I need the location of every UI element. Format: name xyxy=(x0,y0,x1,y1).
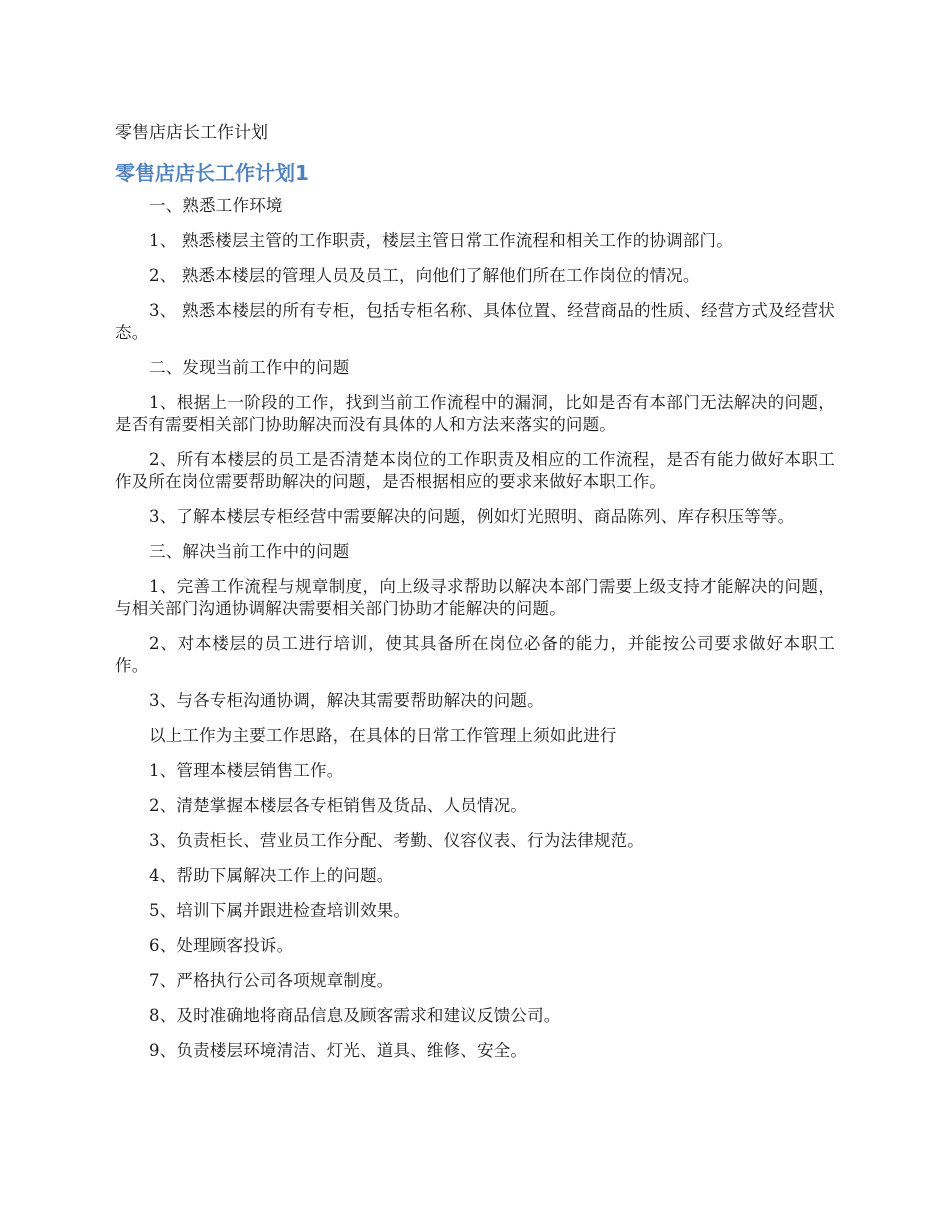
list-item: 5、培训下属并跟进检查培训效果。 xyxy=(149,901,411,920)
paragraph: 2、 熟悉本楼层的管理人员及员工，向他们了解他们所在工作岗位的情况。 xyxy=(149,266,700,285)
document-title: 零售店店长工作计划 xyxy=(115,123,268,143)
section-item-3: 三、解决当前工作中的问题 xyxy=(149,542,350,561)
list-item: 2、清楚掌握本楼层各专柜销售及货品、人员情况。 xyxy=(149,796,528,815)
list-item: 7、严格执行公司各项规章制度。 xyxy=(149,971,394,990)
section-item-1: 一、熟悉工作环境 xyxy=(149,196,283,215)
paragraph: 1、 熟悉楼层主管的工作职责，楼层主管日常工作流程和相关工作的协调部门。 xyxy=(149,231,733,250)
list-item: 1、管理本楼层销售工作。 xyxy=(149,761,344,780)
list-item: 6、处理顾客投诉。 xyxy=(149,936,294,955)
paragraph: 1、根据上一阶段的工作，找到当前工作流程中的漏洞，比如是否有本部门无法解决的问题，是否有需要相关部门协助解决而没有具体的人和方法来落实的问题。 xyxy=(115,393,835,434)
paragraph: 2、所有本楼层的员工是否清楚本岗位的工作职责及相应的工作流程，是否有能力做好本职工作及所在岗位需要帮助解决的问题，是否根据相应的要求来做好本职工作。 xyxy=(115,450,835,491)
list-item: 4、帮助下属解决工作上的问题。 xyxy=(149,866,394,885)
section-heading: 零售店店长工作计划1 xyxy=(115,161,309,185)
paragraph: 以上工作为主要工作思路，在具体的日常工作管理上须如此进行 xyxy=(149,726,617,745)
paragraph: 2、对本楼层的员工进行培训，使其具备所在岗位必备的能力，并能按公司要求做好本职工作。 xyxy=(115,634,835,675)
paragraph: 1、完善工作流程与规章制度，向上级寻求帮助以解决本部门需要上级支持才能解决的问题，与相关部门沟通协调解决需要相关部门协助才能解决的问题。 xyxy=(115,577,835,618)
list-item: 3、负责柜长、营业员工作分配、考勤、仪容仪表、行为法律规范。 xyxy=(149,831,644,850)
section-item-2: 二、发现当前工作中的问题 xyxy=(149,358,350,377)
list-item: 8、及时准确地将商品信息及顾客需求和建议反馈公司。 xyxy=(149,1006,561,1025)
paragraph: 3、了解本楼层专柜经营中需要解决的问题，例如灯光照明、商品陈列、库存积压等等。 xyxy=(149,507,795,526)
paragraph: 3、与各专柜沟通协调，解决其需要帮助解决的问题。 xyxy=(149,691,544,710)
paragraph: 3、 熟悉本楼层的所有专柜，包括专柜名称、具体位置、经营商品的性质、经营方式及经营状态。 xyxy=(115,301,835,342)
list-item: 9、负责楼层环境清洁、灯光、道具、维修、安全。 xyxy=(149,1041,528,1060)
